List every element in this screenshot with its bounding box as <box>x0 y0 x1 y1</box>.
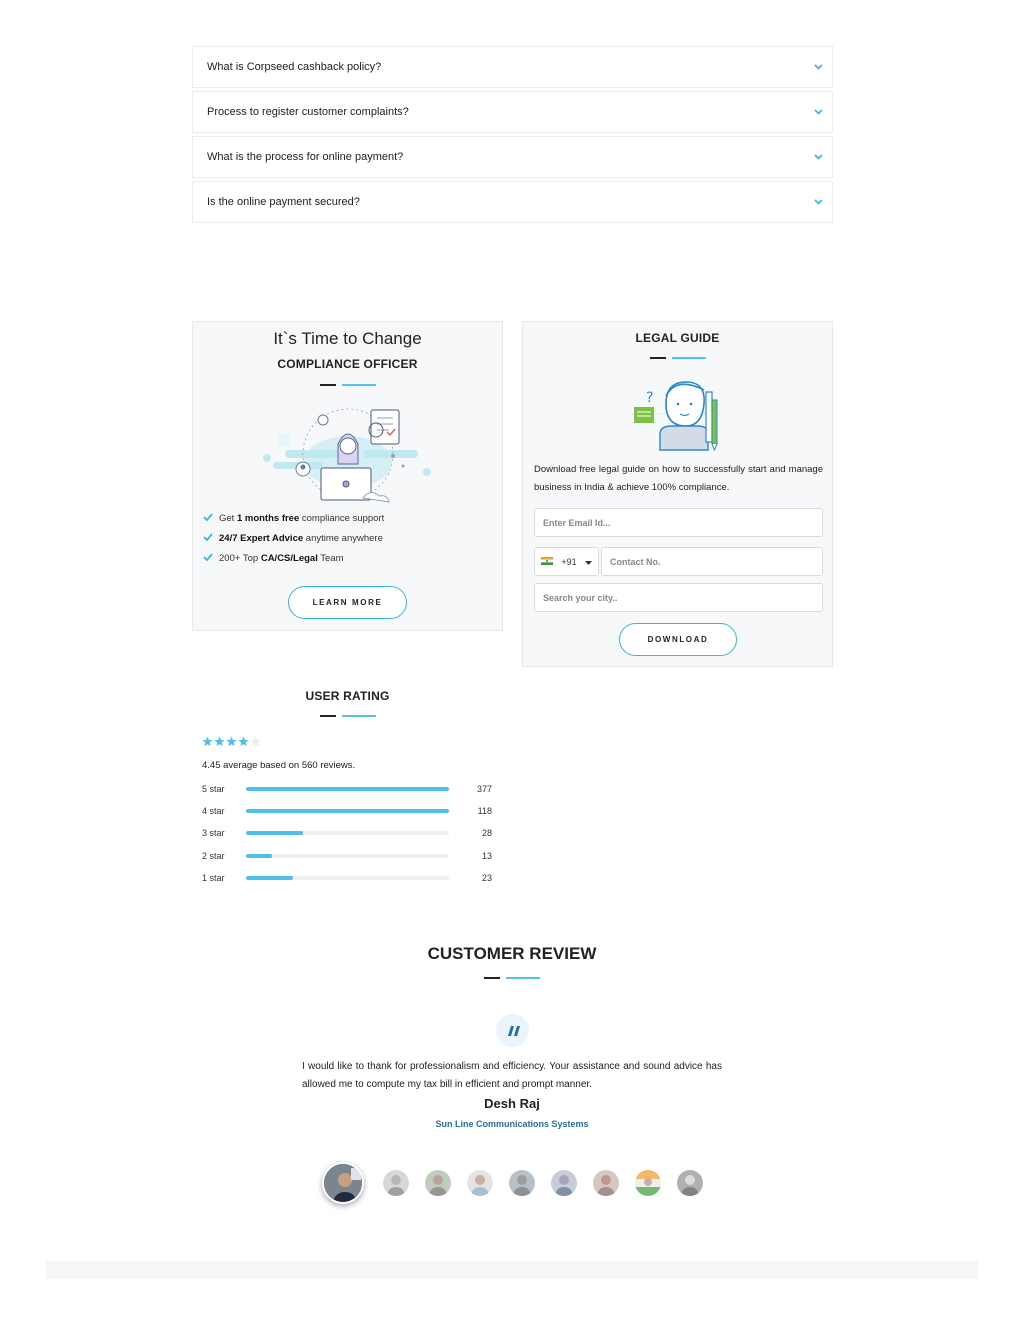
check-icon <box>203 553 213 564</box>
card-title: LEGAL GUIDE <box>635 331 720 345</box>
star-icon <box>202 736 213 747</box>
faq-question: What is Corpseed cashback policy? <box>207 61 382 73</box>
chevron-down-icon[interactable] <box>812 151 824 163</box>
avatar[interactable] <box>635 1170 661 1196</box>
rating-count: 23 <box>481 873 492 883</box>
section-divider <box>523 356 832 360</box>
faq-item-cashback[interactable] <box>192 46 833 88</box>
rating-label: 5 star <box>202 784 225 794</box>
faq-question: Is the online payment secured? <box>207 196 360 208</box>
feature-item: 24/7 Expert Advice anytime anywhere <box>203 528 384 548</box>
legal-guide-illustration <box>626 374 732 459</box>
feature-list <box>193 508 384 568</box>
check-icon <box>203 533 213 544</box>
avatar[interactable] <box>593 1170 619 1196</box>
star-rating <box>202 736 261 747</box>
rating-row-2 <box>202 850 492 862</box>
avatar[interactable] <box>467 1170 493 1196</box>
card-subtitle: COMPLIANCE OFFICER <box>277 357 418 371</box>
feature-item: 200+ Top CA/CS/Legal Team <box>203 548 384 568</box>
svg-text:?: ? <box>646 390 654 406</box>
footer-strip <box>46 1261 978 1279</box>
section-divider <box>193 383 502 387</box>
legal-guide-description: Download free legal guide on how to successfully start and manage business in India & achieve 100% compliance. <box>534 464 823 493</box>
rating-bar-fill <box>246 876 293 880</box>
rating-label: 3 star <box>202 828 225 838</box>
reviewer-avatar-carousel <box>0 1160 1024 1206</box>
rating-count: 13 <box>481 851 492 861</box>
rating-count: 118 <box>477 806 492 816</box>
chevron-down-icon[interactable] <box>812 61 824 73</box>
rating-bar-fill <box>246 809 449 813</box>
section-divider <box>0 976 1024 980</box>
reviewer-name: Desh Raj <box>484 1096 540 1111</box>
contact-number-field[interactable]: Contact No. <box>601 547 823 576</box>
rating-bar-track <box>246 809 449 813</box>
rating-row-3 <box>202 827 492 839</box>
rating-bar-fill <box>246 831 303 835</box>
legal-guide-card <box>522 321 833 667</box>
chevron-down-icon[interactable] <box>812 106 824 118</box>
rating-label: 1 star <box>202 873 225 883</box>
rating-row-5 <box>202 783 492 795</box>
rating-bar-track <box>246 831 449 835</box>
rating-bar-track <box>246 787 449 791</box>
compliance-illustration <box>263 406 435 513</box>
rating-label: 2 star <box>202 851 225 861</box>
avatar[interactable] <box>551 1170 577 1196</box>
rating-count: 28 <box>481 828 492 838</box>
avatar[interactable] <box>383 1170 409 1196</box>
country-code-select[interactable] <box>534 547 599 576</box>
star-icon <box>238 736 249 747</box>
reviewer-company: Sun Line Communications Systems <box>435 1119 589 1129</box>
star-empty-icon <box>250 736 261 747</box>
star-icon <box>226 736 237 747</box>
check-icon <box>203 513 213 524</box>
rating-row-4 <box>202 805 492 817</box>
avatar[interactable] <box>509 1170 535 1196</box>
chevron-down-icon[interactable] <box>812 196 824 208</box>
faq-question: Process to register customer complaints? <box>207 106 409 118</box>
india-flag-icon <box>541 557 553 567</box>
rating-count: 377 <box>476 784 492 794</box>
avatar[interactable] <box>425 1170 451 1196</box>
review-quote: I would like to thank for professionalism and efficiency. Your assistance and sound advice has allowed me to compute my tax bill in efficient and prompt manner. <box>302 1061 722 1090</box>
rating-bar-fill <box>246 854 272 858</box>
quote-icon <box>496 1014 529 1047</box>
user-rating-section <box>192 680 503 883</box>
rating-summary: 4.45 average based on 560 reviews. <box>202 760 356 771</box>
city-search-field[interactable]: Search your city.. <box>534 583 823 612</box>
faq-question: What is the process for online payment? <box>207 151 404 163</box>
feature-item: Get 1 months free compliance support <box>203 508 384 528</box>
email-field[interactable]: Enter Email Id... <box>534 508 823 537</box>
compliance-officer-card <box>192 321 503 631</box>
avatar-active[interactable] <box>322 1162 364 1204</box>
card-title: It`s Time to Change <box>273 329 422 348</box>
caret-down-icon <box>585 557 592 567</box>
faq-item-complaints[interactable] <box>192 91 833 133</box>
faq-item-payment-secured[interactable] <box>192 181 833 223</box>
section-divider <box>192 714 503 718</box>
country-code-value: +91 <box>561 556 577 567</box>
avatar[interactable] <box>677 1170 703 1196</box>
star-icon <box>214 736 225 747</box>
rating-label: 4 star <box>202 806 225 816</box>
faq-item-online-payment[interactable] <box>192 136 833 178</box>
download-button[interactable]: DOWNLOAD <box>619 623 737 656</box>
section-title: CUSTOMER REVIEW <box>427 944 597 963</box>
rating-bar-track <box>246 854 449 858</box>
rating-bar-fill <box>246 787 449 791</box>
learn-more-button[interactable]: LEARN MORE <box>288 586 407 619</box>
rating-bar-track <box>246 876 449 880</box>
faq-list <box>192 46 833 226</box>
rating-row-1 <box>202 872 492 884</box>
section-title: USER RATING <box>305 689 390 703</box>
